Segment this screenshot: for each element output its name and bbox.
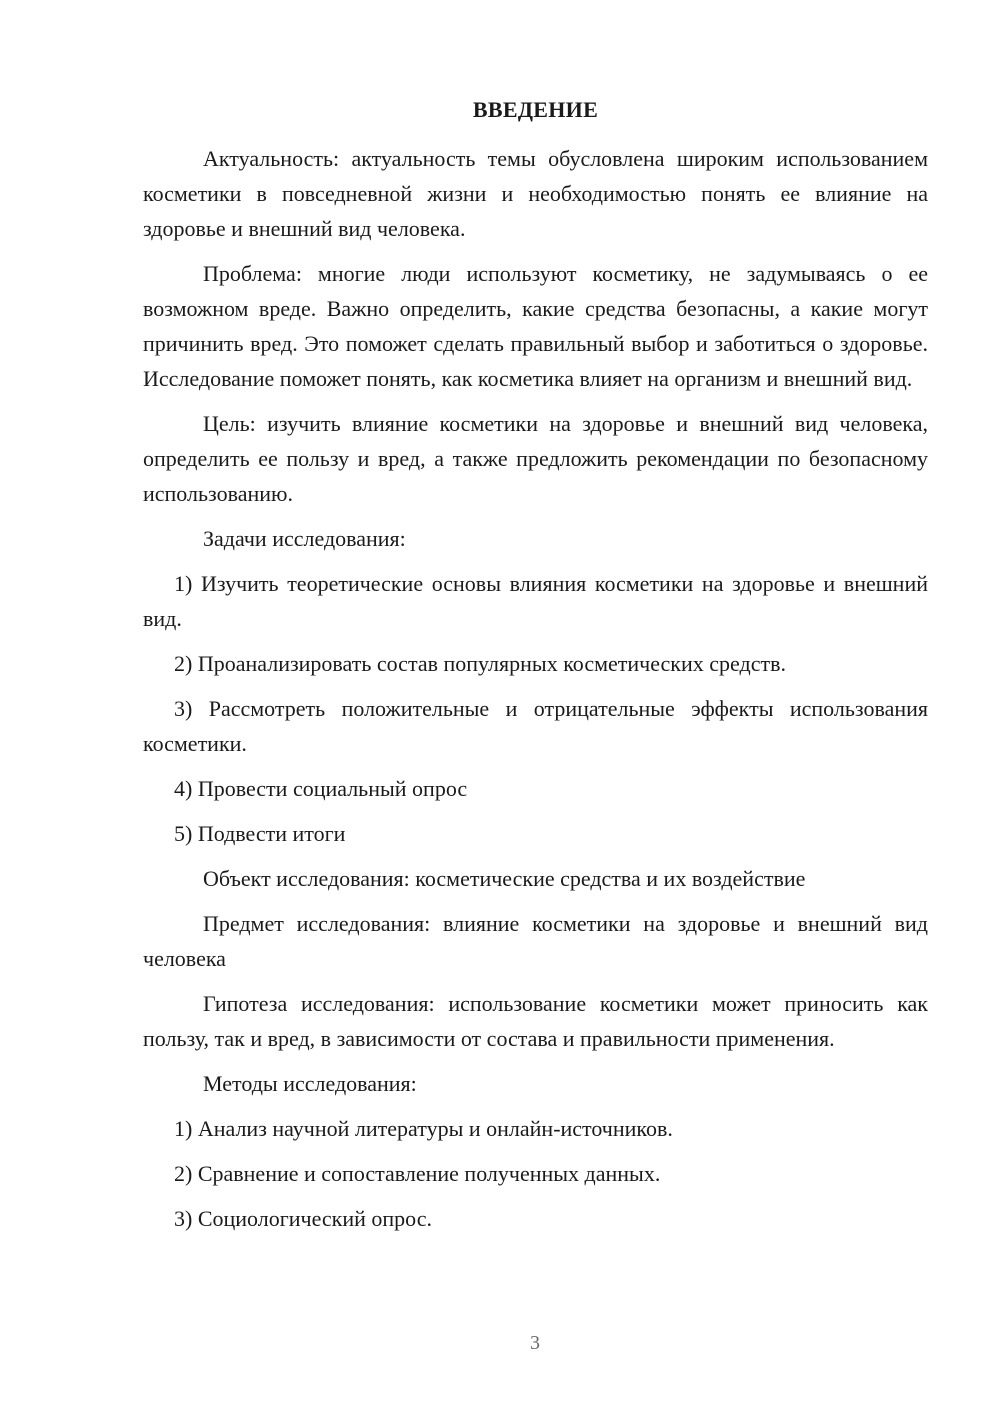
method-item-3: 3) Социологический опрос. [174,1206,432,1231]
tasks-heading: Задачи исследования: [203,526,406,551]
page-number: 3 [530,1332,540,1354]
methods-heading: Методы исследования: [203,1071,417,1096]
task-item-1: 1) Изучить теоретические основы влияния косметики на здоровье и внешний вид. [143,571,928,631]
section-title: ВВЕДЕНИЕ [472,97,599,122]
task-item-4: 4) Провести социальный опрос [174,776,468,801]
hypothesis-paragraph: Гипотеза исследования: использование косметики может приносить как пользу, так и вред, в зависимости от состава и правильности применения. [143,991,928,1051]
object-paragraph: Объект исследования: косметические средства и их воздействие [203,866,806,891]
document-page [143,95,928,1246]
subject-paragraph: Предмет исследования: влияние косметики на здоровье и внешний вид человека [143,911,928,971]
task-item-3: 3) Рассмотреть положительные и отрицательные эффекты использования косметики. [143,696,928,756]
task-item-5: 5) Подвести итоги [174,821,346,846]
task-item-2: 2) Проанализировать состав популярных косметических средств. [174,651,786,676]
relevance-paragraph: Актуальность: актуальность темы обусловлена широким использованием косметики в повседневной жизни и необходимостью понять ее влияние на здоровье и внешний вид человека. [143,146,928,241]
method-item-1: 1) Анализ научной литературы и онлайн-источников. [174,1116,673,1141]
goal-paragraph: Цель: изучить влияние косметики на здоровье и внешний вид человека, определить ее пользу и вред, а также предложить рекомендации по безопасному использованию. [143,411,928,506]
method-item-2: 2) Сравнение и сопоставление полученных данных. [174,1161,661,1186]
problem-paragraph: Проблема: многие люди используют косметику, не задумываясь о ее возможном вреде. Важно определить, какие средства безопасны, а какие могут причинить вред. Это поможет сделать правильный выбор и заботиться о здоровье. Исследование поможет понять, как косметика влияет на организм и внешний вид. [143,261,928,391]
